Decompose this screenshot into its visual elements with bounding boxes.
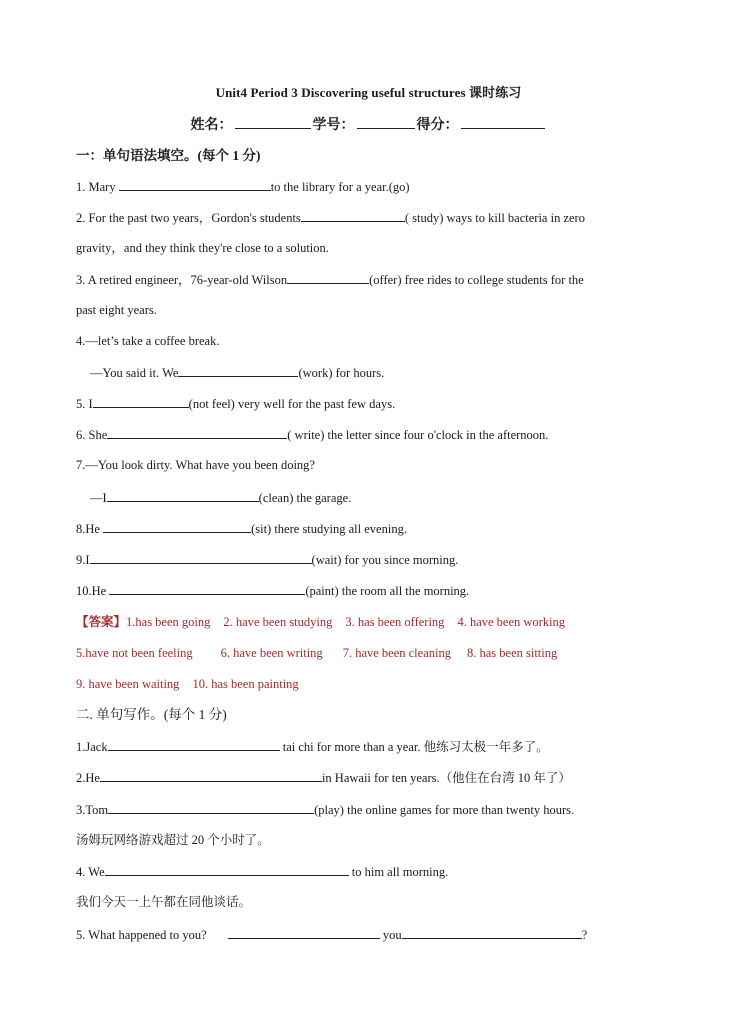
q-text: ( study) ways to kill bacteria in zero	[404, 211, 585, 225]
question-2-3-chinese: 汤姆玩网络游戏超过 20 个小时了。	[76, 833, 270, 847]
question-1-6	[76, 425, 666, 444]
answer-item: 2. have been studying	[223, 615, 333, 629]
q-text: 10.He	[76, 584, 110, 598]
q-text: 2. For the past two years，Gordon's students	[76, 211, 301, 225]
q-text: 1. Mary	[76, 180, 119, 194]
answer-blank[interactable]	[105, 862, 349, 876]
answer-item: 8. has been sitting	[466, 646, 558, 660]
question-1-8	[76, 519, 666, 538]
answer-blank[interactable]	[402, 925, 582, 939]
q-text: (clean) the garage.	[258, 491, 352, 505]
answer-blank[interactable]	[228, 925, 380, 939]
q-text: 5. What happened to you?	[76, 928, 210, 942]
question-1-7: 7.—You look dirty. What have you been doing?	[76, 458, 315, 472]
question-1-2	[76, 208, 666, 227]
q-text: 3.Tom	[76, 803, 109, 817]
name-blank[interactable]	[235, 116, 311, 129]
answer-blank[interactable]	[107, 425, 287, 439]
score-blank[interactable]	[461, 116, 545, 129]
question-1-7-reply	[90, 488, 680, 507]
q-text: (offer) free rides to college students for the	[369, 273, 584, 287]
answer-blank[interactable]	[103, 519, 251, 533]
question-2-2	[76, 768, 666, 787]
answer-blank[interactable]	[119, 177, 271, 191]
question-2-4-chinese: 我们今天一上午都在同他谈话。	[76, 895, 252, 909]
q-text: ( write) the letter since four o'clock in the afternoon.	[287, 428, 549, 442]
question-1-5	[76, 394, 666, 413]
student-info-line	[0, 114, 737, 134]
question-1-3	[76, 270, 666, 289]
question-1-4-reply	[90, 363, 680, 382]
question-2-1	[76, 737, 666, 756]
answer-blank[interactable]	[107, 488, 259, 502]
q-text: —I	[90, 491, 107, 505]
question-1-1	[76, 177, 666, 196]
q-text: to him all morning.	[348, 865, 449, 879]
q-text: to the library for a year.(go)	[270, 180, 410, 194]
answer-blank[interactable]	[100, 768, 322, 782]
q-text: 6. She	[76, 428, 108, 442]
answer-item: 4. have been working	[457, 615, 566, 629]
question-1-4: 4.—let’s take a coffee break.	[76, 334, 220, 348]
answer-blank[interactable]	[178, 363, 298, 377]
question-1-10	[76, 581, 666, 600]
question-1-3-cont: past eight years.	[76, 303, 157, 317]
question-1-9	[76, 550, 666, 569]
answer-blank[interactable]	[287, 270, 369, 284]
answer-blank[interactable]	[90, 550, 312, 564]
answer-item: 10. has been painting	[192, 677, 299, 691]
q-text: —You said it. We	[90, 366, 179, 380]
answer-key-line-2	[76, 644, 666, 662]
answer-blank[interactable]	[109, 581, 305, 595]
q-text: 1.Jack	[76, 740, 108, 754]
q-text: (play) the online games for more than twenty hours.	[314, 803, 575, 817]
q-text: (sit) there studying all evening.	[251, 522, 407, 536]
answer-key-line-3	[76, 675, 666, 693]
q-text: (work) for hours.	[298, 366, 385, 380]
q-text: in Hawaii for ten years.（他住在台湾 10 年了）	[321, 771, 571, 785]
q-text: 2.He	[76, 771, 100, 785]
q-text: ?	[581, 928, 588, 942]
answer-blank[interactable]	[108, 737, 280, 751]
answer-item: 7. have been cleaning	[342, 646, 451, 660]
answer-blank[interactable]	[93, 394, 189, 408]
answer-item: 6. have been writing	[220, 646, 323, 660]
answer-item: 3. has been offering	[345, 615, 445, 629]
question-2-4	[76, 862, 666, 881]
q-text: tai chi for more than a year. 他练习太极一年多了。	[279, 740, 549, 754]
q-text: 3. A retired engineer，76-year-old Wilson	[76, 273, 288, 287]
question-2-3	[76, 800, 666, 819]
question-1-2-cont: gravity，and they think they're close to a solution.	[76, 241, 329, 255]
question-2-5	[76, 925, 666, 944]
section-1-heading: 一：单句语法填空。(每个 1 分)	[76, 148, 261, 163]
id-label: 学号：	[312, 118, 355, 133]
q-text: (wait) for you since morning.	[311, 553, 459, 567]
answer-item: 1.has been going	[126, 615, 211, 629]
q-text: 5. I	[76, 397, 93, 411]
answer-item: 5.have not been feeling	[76, 646, 193, 660]
answer-blank[interactable]	[301, 208, 405, 222]
q-text: 8.He	[76, 522, 104, 536]
q-text: (paint) the room all the morning.	[305, 584, 470, 598]
answer-key-line-1	[76, 613, 666, 631]
answer-item: 9. have been waiting	[76, 677, 180, 691]
answer-tag: 【答案】	[76, 615, 127, 629]
name-label: 姓名：	[190, 118, 233, 133]
q-text: you	[379, 928, 402, 942]
page-title: Unit4 Period 3 Discovering useful structures 课时练习	[215, 85, 522, 100]
id-blank[interactable]	[357, 116, 415, 129]
section-2-heading: 二. 单句写作。(每个 1 分)	[76, 707, 227, 722]
answer-blank[interactable]	[108, 800, 314, 814]
q-text: (not feel) very well for the past few days.	[188, 397, 396, 411]
q-text: 4. We	[76, 865, 105, 879]
q-text: 9.I	[76, 553, 90, 567]
score-label: 得分：	[416, 118, 459, 133]
